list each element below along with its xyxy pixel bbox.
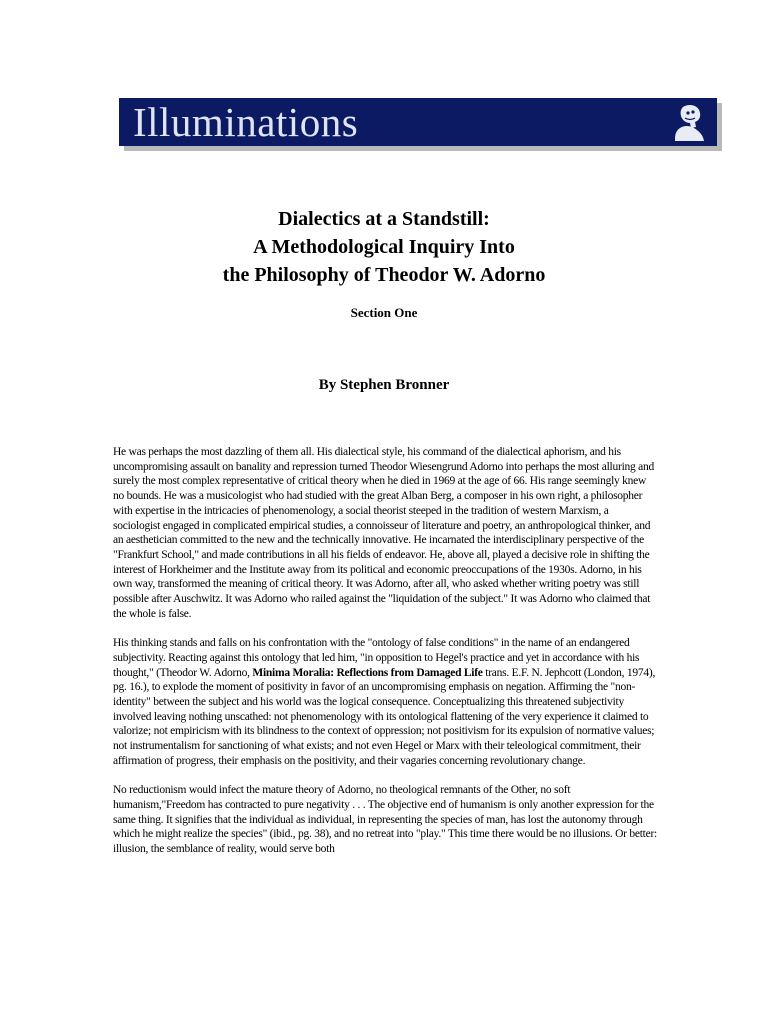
paragraph-1: He was perhaps the most dazzling of them all. His dialectical style, his command of the dialectical aphorism, and his uncompromising assault on banality and repression turned Theodor Wiesengrund Adorno into perhaps the most alluring and surely the most complex representative of critical theory when he died in 1969 at the age of 66. His range seemingly knew no bounds. He was a musicologist who had studied with the great Alban Berg, a composer in his own right, a philosopher with expertise in the intricacies of phenomenology, a social theorist steeped in the tradition of western Marxism, a sociologist engaged in complicated empirical studies, a connoisseur of literature and poetry, an anthropological thinker, and an aesthetician committed to the new and the technically innovative. He incarnated the interdisciplinary perspective of the "Frankfurt School," and made contributions in all his fields of endeavor. He, above all, played a decisive role in shifting the interest of Horkheimer and the Institute away from its political and economic preoccupations of the 1930s. Adorno, in his own way, transformed the meaning of critical theory. It was Adorno, after all, who asked whether writing poetry was still possible after Auschwitz. It was Adorno who railed against the "liquidation of the subject." It was Adorno who claimed that the whole is false.	[113, 446, 654, 620]
title-line-1: Dialectics at a Standstill:	[278, 208, 490, 230]
article-title	[0, 205, 768, 289]
paragraph-2	[113, 636, 658, 768]
thinker-silhouette-icon	[669, 101, 711, 143]
article-body	[113, 445, 658, 857]
paragraph-2-text-after: trans. E.F. N. Jephcott (London, 1974), pg. 16.), to explode the moment of positivity in favor of an uncompromising emphasis on negation. Affirming the "non-identity" between the subject and his world was the logical consequence. Conceptualizing this threatened subjectivity involved leaving nothing unscathed: not phenomenology with its ontological flattening of the very experience it claimed to valorize; not empiricism with its blindness to the context of oppression; not positivism for its expulsion of normative values; not instrumentalism for sanctioning of what exists; and not even Hegel or Marx with their teleological commitment, their affirmation of progress, their emphasis on the positivity, and their vagaries concerning revolutionary change.	[113, 666, 656, 767]
title-line-3: the Philosophy of Theodor W. Adorno	[222, 264, 546, 286]
title-line-2: A Methodological Inquiry Into	[253, 236, 515, 258]
paragraph-2-text-before: His thinking stands and falls on his confrontation with the "ontology of false conditions" in the name of an endangered subjectivity. Reacting against this ontology that led him, "in opposition to Hegel's practice and yet in accordance with his thought," (Theodor W. Adorno,	[113, 637, 640, 679]
site-logo-title: Illuminations	[133, 99, 359, 145]
book-title-minima-moralia: Minima Moralia: Reflections from Damaged Life	[252, 666, 483, 679]
site-banner	[119, 98, 717, 146]
section-label: Section One	[350, 305, 418, 320]
paragraph-3: No reductionism would infect the mature theory of Adorno, no theological remnants of the Other, no soft humanism,"Freedom has contracted to pure negativity . . . The objective end of humanism is only another expression for the same thing. It signifies that the individual as individual, in representing the species of man, has lost the autonomy through which he might realize the species" (ibid., pg. 38), and no retreat into "play." This time there would be no illusions. Or better: illusion, the semblance of reality, would serve both	[113, 784, 657, 855]
author-byline: By Stephen Bronner	[318, 377, 450, 393]
